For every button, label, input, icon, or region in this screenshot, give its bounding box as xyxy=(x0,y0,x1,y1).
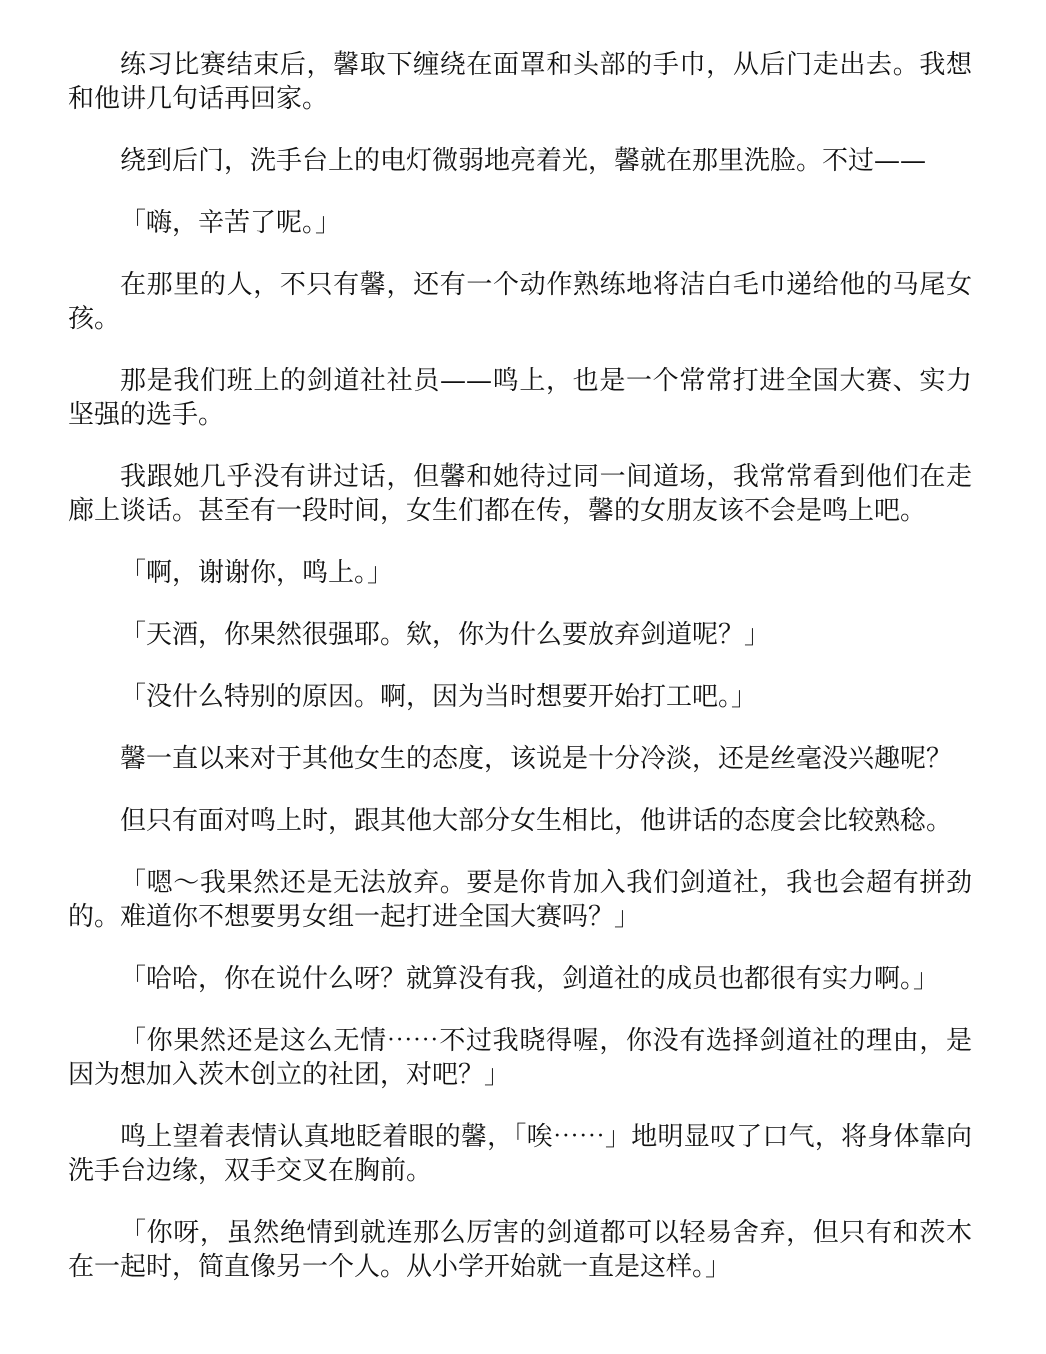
paragraph: 但只有面对鸣上时，跟其他大部分女生相比，他讲话的态度会比较熟稔。 xyxy=(120,806,953,836)
paragraph: 我跟她几乎没有讲过话，但馨和她待过同一间道场，我常常看到他们在走廊上谈话。甚至有一段时间，女生们都在传，馨的女朋友该不会是鸣上吧。 xyxy=(68,462,972,526)
paragraph: 在那里的人，不只有馨，还有一个动作熟练地将洁白毛巾递给他的马尾女孩。 xyxy=(68,270,972,334)
paragraph: 绕到后门，洗手台上的电灯微弱地亮着光，馨就在那里洗脸。不过—— xyxy=(120,146,927,176)
paragraph: 鸣上望着表情认真地眨着眼的馨，「唉⋯⋯」地明显叹了口气，将身体靠向洗手台边缘，双手交叉在胸前。 xyxy=(68,1122,972,1186)
paragraph: 「嗨，辛苦了呢。」 xyxy=(120,208,342,238)
paragraph: 「没什么特别的原因。啊，因为当时想要开始打工吧。」 xyxy=(120,682,758,712)
paragraph: 那是我们班上的剑道社社员——鸣上，也是一个常常打进全国大赛、实力坚强的选手。 xyxy=(68,366,972,430)
paragraph: 「啊，谢谢你，鸣上。」 xyxy=(120,558,394,588)
paragraph: 「天酒，你果然很强耶。欸，你为什么要放弃剑道呢？」 xyxy=(120,620,771,650)
page-body xyxy=(68,48,972,1312)
paragraph: 练习比赛结束后，馨取下缠绕在面罩和头部的手巾，从后门走出去。我想和他讲几句话再回家。 xyxy=(68,50,972,114)
paragraph: 馨一直以来对于其他女生的态度，该说是十分冷淡，还是丝毫没兴趣呢？ xyxy=(120,744,953,774)
paragraph: 「你呀，虽然绝情到就连那么厉害的剑道都可以轻易舍弃，但只有和茨木在一起时，简直像另一个人。从小学开始就一直是这样。」 xyxy=(68,1218,972,1282)
paragraph: 「嗯～我果然还是无法放弃。要是你肯加入我们剑道社，我也会超有拼劲的。难道你不想要男女组一起打进全国大赛吗？」 xyxy=(68,868,972,932)
paragraph: 「哈哈，你在说什么呀？就算没有我，剑道社的成员也都很有实力啊。」 xyxy=(120,964,940,994)
paragraph: 「你果然还是这么无情⋯⋯不过我晓得喔，你没有选择剑道社的理由，是因为想加入茨木创立的社团，对吧？」 xyxy=(68,1026,972,1090)
